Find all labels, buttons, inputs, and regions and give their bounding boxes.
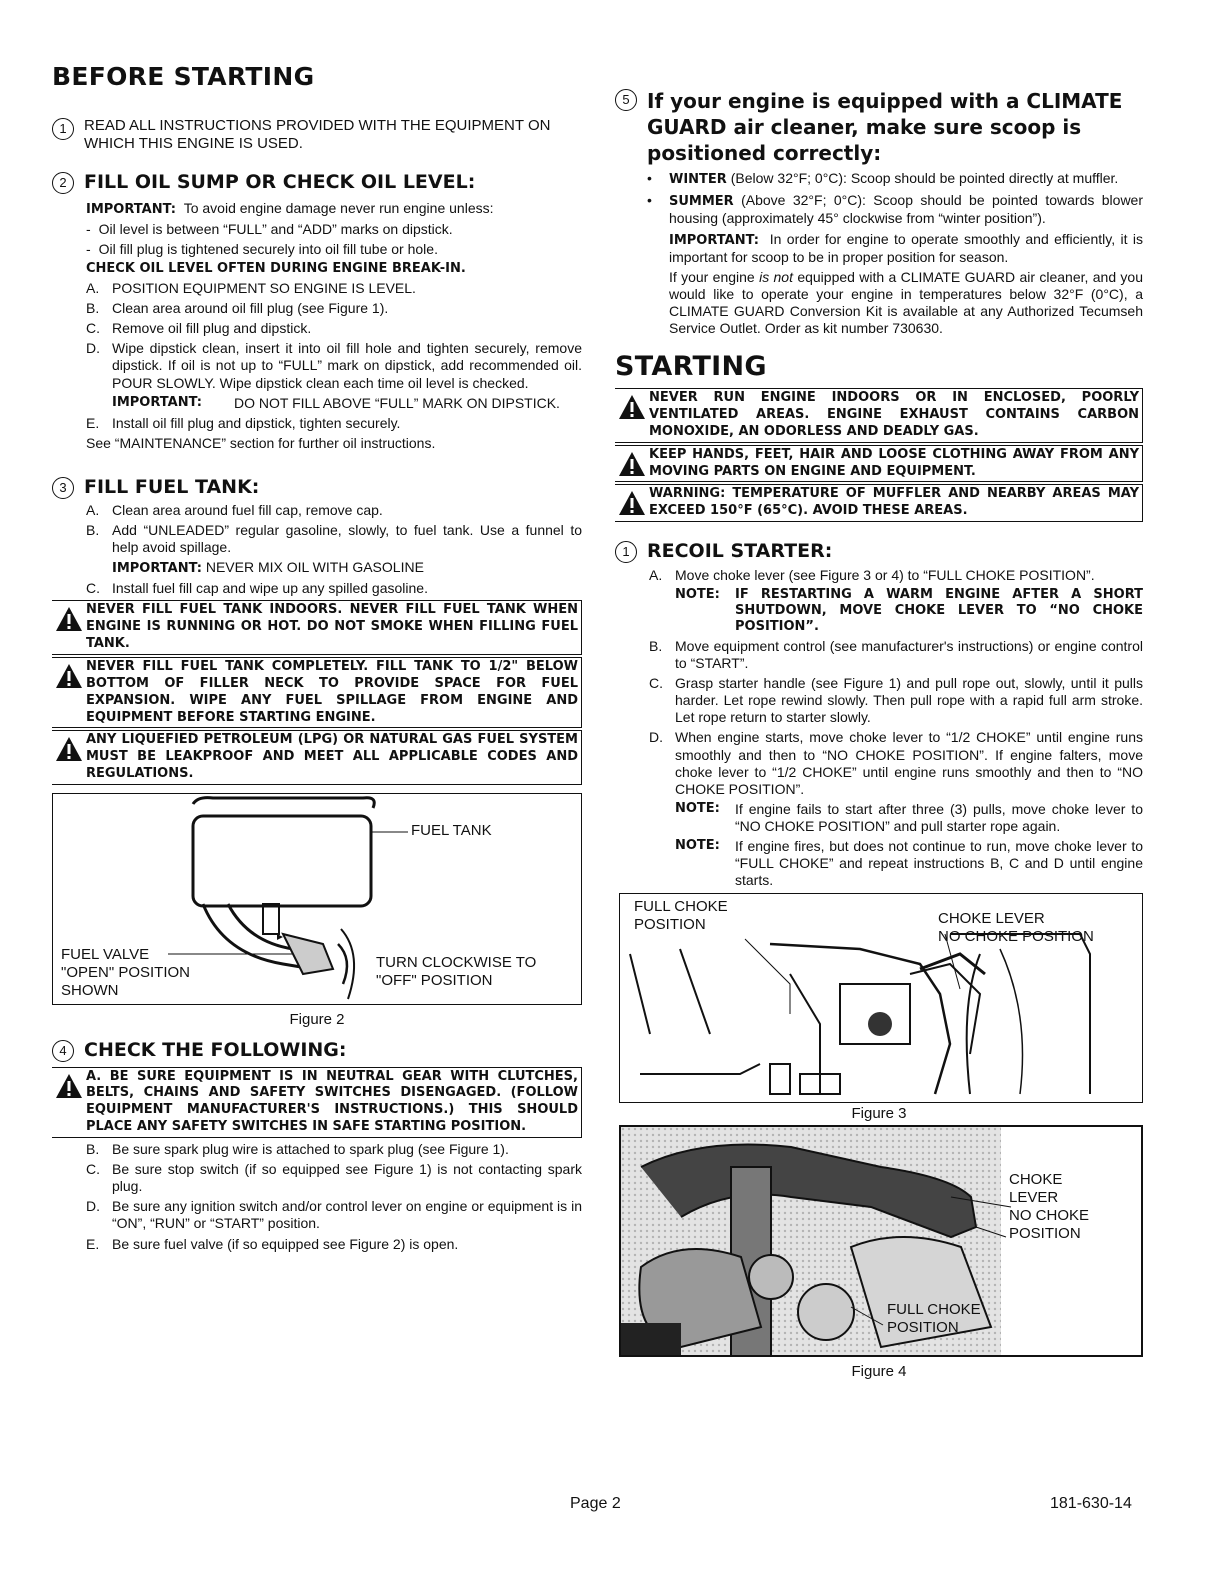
warning-icon: [55, 736, 83, 762]
step-5: [615, 88, 1143, 337]
list-item: B. Clean area around oil fill plug (see Figure 1).: [86, 300, 389, 317]
right-column: [615, 88, 1143, 1382]
see-maintenance: See “MAINTENANCE” section for further oil instructions.: [86, 434, 436, 451]
warning-box: NEVER FILL FUEL TANK COMPLETELY. FILL TANK TO 1/2" BELOW BOTTOM OF FILLER NECK TO PROVIDE SPACE FOR FUEL EXPANSION. WIPE ANY FUEL SPILLAGE FROM ENGINE AND EQUIPMENT BEFORE STARTING ENGINE.: [52, 657, 582, 729]
figure-3-caption: Figure 3: [851, 1105, 907, 1123]
step-number: 2: [52, 172, 74, 194]
list-item: C. Grasp starter handle (see Figure 1) and pull rope out, slowly, until it pulls harder. Let rope rewind slowly. Then pull rope with a rapid full arm stroke. Let rope return to starter slowly.: [649, 675, 1143, 726]
step-number: 1: [52, 118, 74, 140]
warning-icon: [618, 451, 646, 477]
choke-lever-label: CHOKE LEVER NO CHOKE POSITION: [938, 910, 1094, 946]
dash-item: Oil level is between “FULL” and “ADD” marks on dipstick.: [98, 221, 453, 238]
list-item: B. Move equipment control (see manufacturer's instructions) or engine control to “START”.: [649, 638, 1143, 672]
check-oil-note: CHECK OIL LEVEL OFTEN DURING ENGINE BREAK-IN.: [86, 261, 466, 277]
list-item: C. Remove oil fill plug and dipstick.: [86, 320, 312, 337]
full-choke-label: FULL CHOKE POSITION: [634, 898, 728, 934]
warning-box: KEEP HANDS, FEET, HAIR AND LOOSE CLOTHING AWAY FROM ANY MOVING PARTS ON ENGINE AND EQUIPMENT.: [615, 445, 1143, 483]
starting-title: STARTING: [615, 351, 767, 383]
warning-icon: [55, 663, 83, 689]
step-number: 1: [615, 541, 637, 563]
step-number: 3: [52, 477, 74, 499]
step-2: 2 FILL OIL SUMP OR CHECK OIL LEVEL: IMPORTANT: To avoid engine damage never run engine unless: - Oil level is between “FULL” and “ADD” marks on dipstick. - Oil fill plug is tightened securely into oil fill tube or hole. CHECK OIL LEVEL OFTEN DURING ENGINE BREAK-IN. A. POSITION EQUIPMENT SO ENGINE IS LEVEL. B. Clean area around oil fill plug (see Figure 1). C. Remove oil fill plug and dipstick. D. Wipe dipstick clean, insert it into oil fill hole and tighten securely, remove dipstick. If oil is not up to “FULL” mark on dipstick, add recommended oil. POUR SLOWLY. Wipe dipstick clean each time oil level is checked. IMPORTANT: DO NOT FILL ABOVE “FULL” MARK ON DIPSTICK. E. Install oil fill plug and dipstick, tighten securely. See “MAINTENANCE” section for further oil instructions.: [52, 171, 582, 452]
list-item: A. Move choke lever (see Figure 3 or 4) to “FULL CHOKE POSITION”.: [649, 567, 1095, 584]
step-4: [52, 1039, 582, 1252]
full-choke-label: FULL CHOKE POSITION: [887, 1301, 981, 1337]
left-column: [52, 62, 582, 1256]
step-number: 5: [615, 89, 637, 111]
fuel-valve-label: FUEL VALVE "OPEN" POSITION SHOWN: [61, 946, 191, 1000]
list-item: B. Be sure spark plug wire is attached to spark plug (see Figure 1).: [86, 1141, 509, 1158]
warning-icon: [618, 394, 646, 420]
figure-2: [52, 793, 582, 1005]
list-item: A. Clean area around fuel fill cap, remove cap.: [86, 502, 383, 519]
list-item: E. Be sure fuel valve (if so equipped see Figure 2) is open.: [86, 1235, 459, 1252]
list-item: B. Add “UNLEADED” regular gasoline, slowly, to fuel tank. Use a funnel to help avoid spillage.: [86, 522, 582, 556]
step-2-heading: FILL OIL SUMP OR CHECK OIL LEVEL:: [84, 171, 476, 194]
conversion-kit-note: If your engine is not equipped with a CLIMATE GUARD air cleaner, and you would like to operate your engine in temperatures below 32°F (0°C), a CLIMATE GUARD Conversion Kit is available at any Authorized Tecumseh Service Outlet. Order as kit number 730630.: [669, 268, 1144, 336]
list-item: E. Install oil fill plug and dipstick, tighten securely.: [86, 414, 401, 431]
important-note: IMPORTANT: DO NOT FILL ABOVE “FULL” MARK ON DIPSTICK.: [112, 394, 560, 411]
bullet-item: • WINTER (Below 32°F; 0°C): Scoop should be pointed directly at muffler.: [647, 170, 1119, 187]
list-item: C. Be sure stop switch (if so equipped see Figure 1) is not contacting spark plug.: [86, 1161, 582, 1195]
figure-4: [619, 1125, 1143, 1357]
step-number: 4: [52, 1040, 74, 1062]
warning-icon: [55, 606, 83, 632]
recoil-starter-section: [615, 540, 1143, 889]
list-item: D. When engine starts, move choke lever to “1/2 CHOKE” until engine runs smoothly and then to “NO CHOKE POSITION”. If engine falters, move choke lever to “1/2 CHOKE” until engine runs smoothly and then to “NO CHOKE POSITION”.: [649, 729, 1143, 797]
dash-item: Oil fill plug is tightened securely into oil fill tube or hole.: [98, 241, 438, 258]
step-1-text: READ ALL INSTRUCTIONS PROVIDED WITH THE EQUIPMENT ON WHICH THIS ENGINE IS USED.: [84, 116, 551, 152]
warning-box: NEVER FILL FUEL TANK INDOORS. NEVER FILL FUEL TANK WHEN ENGINE IS RUNNING OR HOT. DO NOT SMOKE WHEN FILLING FUEL TANK.: [52, 600, 582, 655]
figure-4-caption: Figure 4: [851, 1363, 907, 1381]
note: NOTE: IF RESTARTING A WARM ENGINE AFTER A SHORT SHUTDOWN, MOVE CHOKE LEVER TO “NO CHOKE POSITION”.: [675, 587, 1143, 635]
important-label: IMPORTANT:: [112, 561, 202, 577]
warning-icon: [618, 490, 646, 516]
warning-box: ANY LIQUEFIED PETROLEUM (LPG) OR NATURAL GAS FUEL SYSTEM MUST BE LEAKPROOF AND MEET ALL APPLICABLE CODES AND REGULATIONS.: [52, 730, 582, 785]
document-number: 181-630-14: [1050, 1495, 1132, 1512]
list-item: D. Wipe dipstick clean, insert it into oil fill hole and tighten securely, remove dipstick. If oil is not up to “FULL” mark on dipstick, add recommended oil. POUR SLOWLY. Wipe dipstick clean each time oil level is checked.: [86, 340, 582, 391]
step-4-heading: CHECK THE FOLLOWING:: [84, 1039, 347, 1062]
step-3-heading: FILL FUEL TANK:: [84, 475, 260, 498]
note: NOTE: If engine fails to start after three (3) pulls, move choke lever to “NO CHOKE POSITION” and pull starter rope again.: [675, 800, 1143, 834]
important-label: IMPORTANT:: [86, 202, 176, 218]
step-1: [52, 117, 582, 154]
choke-lever-label: CHOKE LEVER NO CHOKE POSITION: [1009, 1171, 1090, 1243]
important-note: IMPORTANT: In order for engine to operate smoothly and efficiently, it is important for scoop to be in proper position for season.: [669, 230, 1143, 265]
step-5-heading: If your engine is equipped with a CLIMATE GUARD air cleaner, make sure scoop is positioned correctly:: [647, 89, 1123, 165]
bullet-item: • SUMMER (Above 32°F; 0°C): Scoop should be pointed towards blower housing (approximately 45° clockwise from “winter position”).: [647, 191, 1143, 226]
important-text: NEVER MIX OIL WITH GASOLINE: [205, 559, 424, 576]
list-item: C. Install fuel fill cap and wipe up any spilled gasoline.: [86, 580, 428, 597]
warning-icon: [55, 1073, 83, 1099]
important-text: To avoid engine damage never run engine unless:: [183, 200, 494, 217]
list-item: D. Be sure any ignition switch and/or control lever on engine or equipment is in “ON”, “RUN” or “START” position.: [86, 1198, 582, 1232]
fuel-tank-label: FUEL TANK: [411, 822, 492, 840]
list-item: A. POSITION EQUIPMENT SO ENGINE IS LEVEL.: [86, 280, 416, 297]
note: NOTE: If engine fires, but does not continue to run, move choke lever to “FULL CHOKE” and repeat instructions B, C and D until engine starts.: [675, 837, 1143, 889]
warning-box: A. BE SURE EQUIPMENT IS IN NEUTRAL GEAR WITH CLUTCHES, BELTS, CHAINS AND SAFETY SWITCHES DISENGAGED. (FOLLOW EQUIPMENT MANUFACTURER'S INSTRUCTIONS.) THIS SHOULD PLACE ANY SAFETY SWITCHES IN SAFE STARTING POSITION.: [52, 1067, 582, 1139]
figure-3: [619, 893, 1143, 1103]
figure-2-caption: Figure 2: [289, 1011, 345, 1029]
page-number: Page 2: [570, 1495, 621, 1512]
warning-box: NEVER RUN ENGINE INDOORS OR IN ENCLOSED, POORLY VENTILATED AREAS. ENGINE EXHAUST CONTAINS CARBON MONOXIDE, AN ODORLESS AND DEADLY GAS.: [615, 388, 1143, 443]
page-title: BEFORE STARTING: [52, 62, 315, 91]
recoil-heading: RECOIL STARTER:: [647, 540, 833, 563]
step-3: [52, 476, 582, 1030]
turn-clockwise-label: TURN CLOCKWISE TO "OFF" POSITION: [376, 954, 537, 990]
warning-box: WARNING: TEMPERATURE OF MUFFLER AND NEARBY AREAS MAY EXCEED 150°F (65°C). AVOID THESE AREAS.: [615, 484, 1143, 522]
